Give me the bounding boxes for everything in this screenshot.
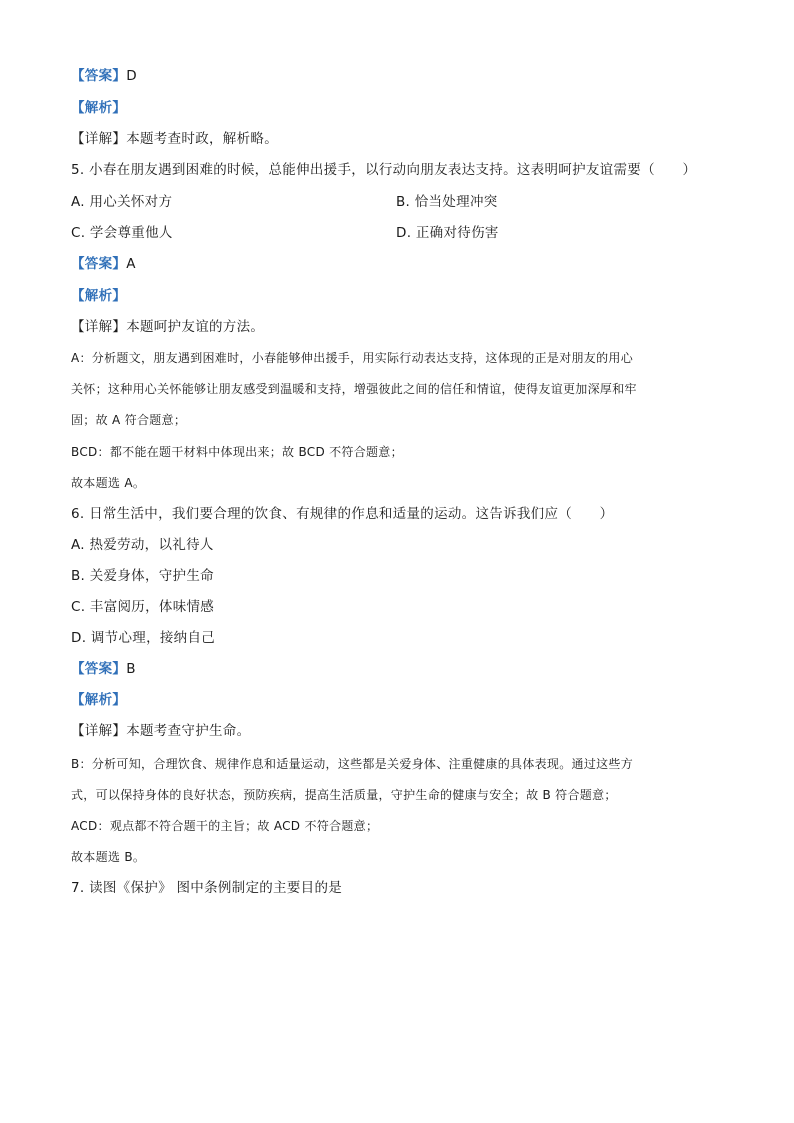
q4-analysis-line: [71, 99, 126, 117]
q6-explain-line-2: 式，可以保持身体的良好状态，预防疾病，提高生活质量，守护生命的健康与安全；故 B 符合题意；: [71, 788, 617, 802]
q6-option-c: C. 丰富阅历，体味情感: [71, 599, 215, 615]
q6-analysis-line: [71, 691, 126, 709]
q5-answer-line: [71, 255, 136, 273]
q6-stem: 6. 日常生活中，我们要合理的饮食、有规律的作息和适量的运动。这告诉我们应（ ）: [71, 506, 614, 522]
q6-option-a: A. 热爱劳动，以礼待人: [71, 537, 214, 553]
detail-text: 本题考查守护生命。: [126, 723, 251, 739]
q5-option-d: D. 正确对待伤害: [396, 225, 499, 241]
q5-option-a: A. 用心关怀对方: [71, 194, 173, 210]
q5-detail-line: [71, 318, 264, 336]
q4-detail-line: [71, 130, 278, 148]
answer-tag: 【答案】: [71, 661, 127, 677]
analysis-tag: 【解析】: [71, 288, 127, 304]
q6-explain-line-1: B：分析可知，合理饮食、规律作息和适量运动，这些都是关爱身体、注重健康的具体表现。通过这些方: [71, 757, 634, 771]
answer-tag: 【答案】: [71, 68, 127, 84]
detail-tag: 【详解】: [71, 131, 127, 147]
q5-explain-line-2: 关怀；这种用心关怀能够让朋友感受到温暖和支持，增强彼此之间的信任和情谊，使得友谊更加深厚和牢: [71, 382, 637, 396]
answer-value: A: [126, 256, 136, 272]
q5-explain-line-4: BCD：都不能在题干材料中体现出来；故 BCD 不符合题意；: [71, 445, 403, 459]
q7-stem: 7. 读图《保护》 图中条例制定的主要目的是: [71, 880, 343, 896]
analysis-tag: 【解析】: [71, 692, 127, 708]
q6-detail-line: [71, 722, 250, 740]
q6-option-b: B. 关爱身体，守护生命: [71, 568, 214, 584]
q5-explain-line-3: 固；故 A 符合题意；: [71, 413, 187, 427]
q5-conclusion: 故本题选 A。: [71, 476, 146, 490]
analysis-tag: 【解析】: [71, 100, 127, 116]
detail-text: 本题呵护友谊的方法。: [126, 319, 265, 335]
answer-value: B: [126, 661, 136, 677]
q6-explain-line-3: ACD：观点都不符合题干的主旨；故 ACD 不符合题意；: [71, 819, 379, 833]
q5-stem: 5. 小春在朋友遇到困难的时候，总能伸出援手，以行动向朋友表达支持。这表明呵护友谊需要（ ）: [71, 162, 697, 178]
q6-answer-line: [71, 660, 136, 678]
q5-option-b: B. 恰当处理冲突: [396, 194, 498, 210]
q5-analysis-line: [71, 287, 126, 305]
q4-answer-line: [71, 67, 137, 85]
answer-tag: 【答案】: [71, 256, 127, 272]
detail-text: 本题考查时政，解析略。: [126, 131, 279, 147]
detail-tag: 【详解】: [71, 319, 127, 335]
answer-value: D: [126, 68, 137, 84]
detail-tag: 【详解】: [71, 723, 127, 739]
q5-option-c: C. 学会尊重他人: [71, 225, 173, 241]
q6-conclusion: 故本题选 B。: [71, 850, 146, 864]
q6-option-d: D. 调节心理，接纳自己: [71, 630, 216, 646]
q5-explain-line-1: A：分析题文，朋友遇到困难时，小春能够伸出援手，用实际行动表达支持，这体现的正是对朋友的用心: [71, 351, 634, 365]
